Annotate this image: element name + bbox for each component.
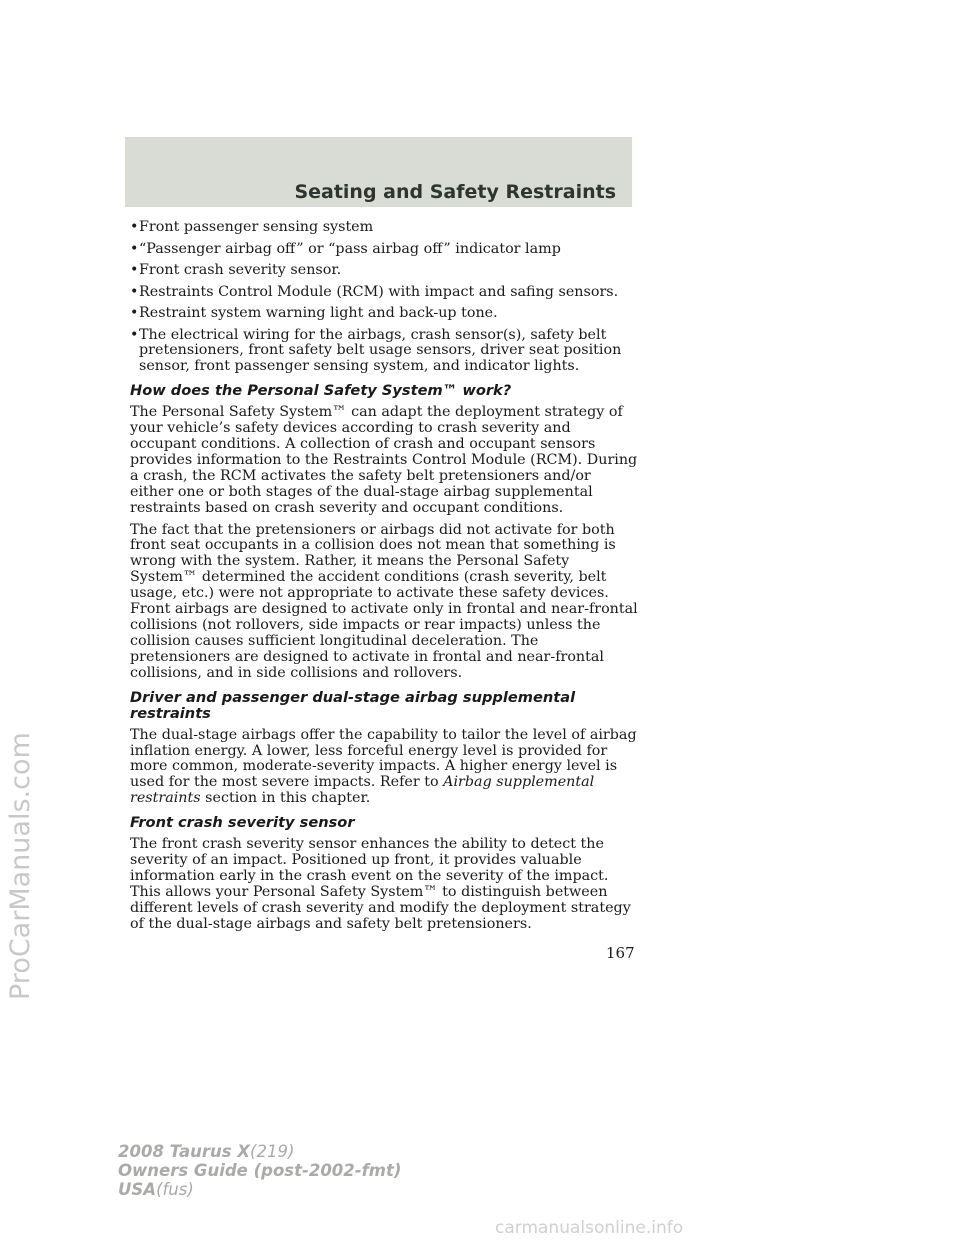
footer-guide: Owners Guide (post-2002-fmt) <box>118 1161 402 1180</box>
heading-how-it-works: How does the Personal Safety System™ work? <box>130 382 512 400</box>
footer-model: 2008 Taurus X <box>118 1142 251 1161</box>
footer-code: (219) <box>250 1142 295 1161</box>
footer-market-code: (fus) <box>156 1180 194 1199</box>
footer-line <box>118 1161 401 1180</box>
footer-line <box>118 1180 401 1199</box>
footer-market: USA <box>118 1180 157 1199</box>
section-header-band <box>125 137 632 207</box>
paragraph: The Personal Safety System™ can adapt the deployment strategy of your vehicle’s safety devices according to crash severity and occupant conditions. A collection of crash and occupant sensors provides information to the Restraints Control Module (RCM). During a crash, the RCM activates the safety belt pretensioners and/or either one or both stages of the dual-stage airbag supplemental restraints based on crash severity and occupant conditions. <box>130 404 638 516</box>
watermark-bottom: carmanualsonline.info <box>495 1218 684 1238</box>
footer-line <box>118 1142 401 1161</box>
document-footer <box>118 1142 401 1199</box>
heading-crash-severity-sensor: Front crash severity sensor <box>130 814 355 832</box>
heading-dual-stage-airbags: Driver and passenger dual-stage airbag supplemental restraints <box>130 688 576 722</box>
list-item: • Restraint system warning light and back-up tone. <box>130 306 638 322</box>
paragraph-text: section in this chapter. <box>200 790 371 807</box>
component-list <box>130 220 638 375</box>
list-item: • Restraints Control Module (RCM) with impact and safing sensors. <box>130 285 638 301</box>
page-number: 167 <box>606 944 635 962</box>
paragraph: The fact that the pretensioners or airbags did not activate for both front seat occupants in a collision does not mean that something is wrong with the system. Rather, it means the Personal Safety System™ determined the accident conditions (crash severity, belt usage, etc.) were not appropriate to activate these safety devices. Front airbags are designed to activate only in frontal and near-frontal collisions (not rollovers, side impacts or rear impacts) unless the collision causes sufficient longitudinal deceleration. The pretensioners are designed to activate in frontal and near-frontal collisions, and in side collisions and rollovers. <box>130 521 638 681</box>
paragraph: The front crash severity sensor enhances the ability to detect the severity of an impact. Positioned up front, it provides valuable information early in the crash event on the severity of the impact. This allows your Personal Safety System™ to distinguish between different levels of crash severity and modify the deployment strategy of the dual-stage airbags and safety belt pretensioners. <box>130 836 631 932</box>
list-item: • The electrical wiring for the airbags, crash sensor(s), safety belt pretensioners, front safety belt usage sensors, driver seat position sensor, front passenger sensing system, and indicator lights. <box>130 328 638 376</box>
cross-reference: Airbag supplemental restraints <box>130 774 595 807</box>
list-item: • Front passenger sensing system <box>130 220 638 236</box>
paragraph <box>130 728 638 808</box>
section-title: Seating and Safety Restraints <box>294 181 616 203</box>
paragraph-text: The dual-stage airbags offer the capability to tailor the level of airbag inflation energy. A lower, less forceful energy level is provided for more common, moderate-severity impacts. A higher energy level is used for the most severe impacts. Refer to <box>130 726 637 791</box>
page-content <box>130 220 638 939</box>
list-item: • “Passenger airbag off” or “pass airbag off” indicator lamp <box>130 242 638 258</box>
watermark-side: ProCarManuals.com <box>5 732 36 1000</box>
list-item: • Front crash severity sensor. <box>130 263 638 279</box>
